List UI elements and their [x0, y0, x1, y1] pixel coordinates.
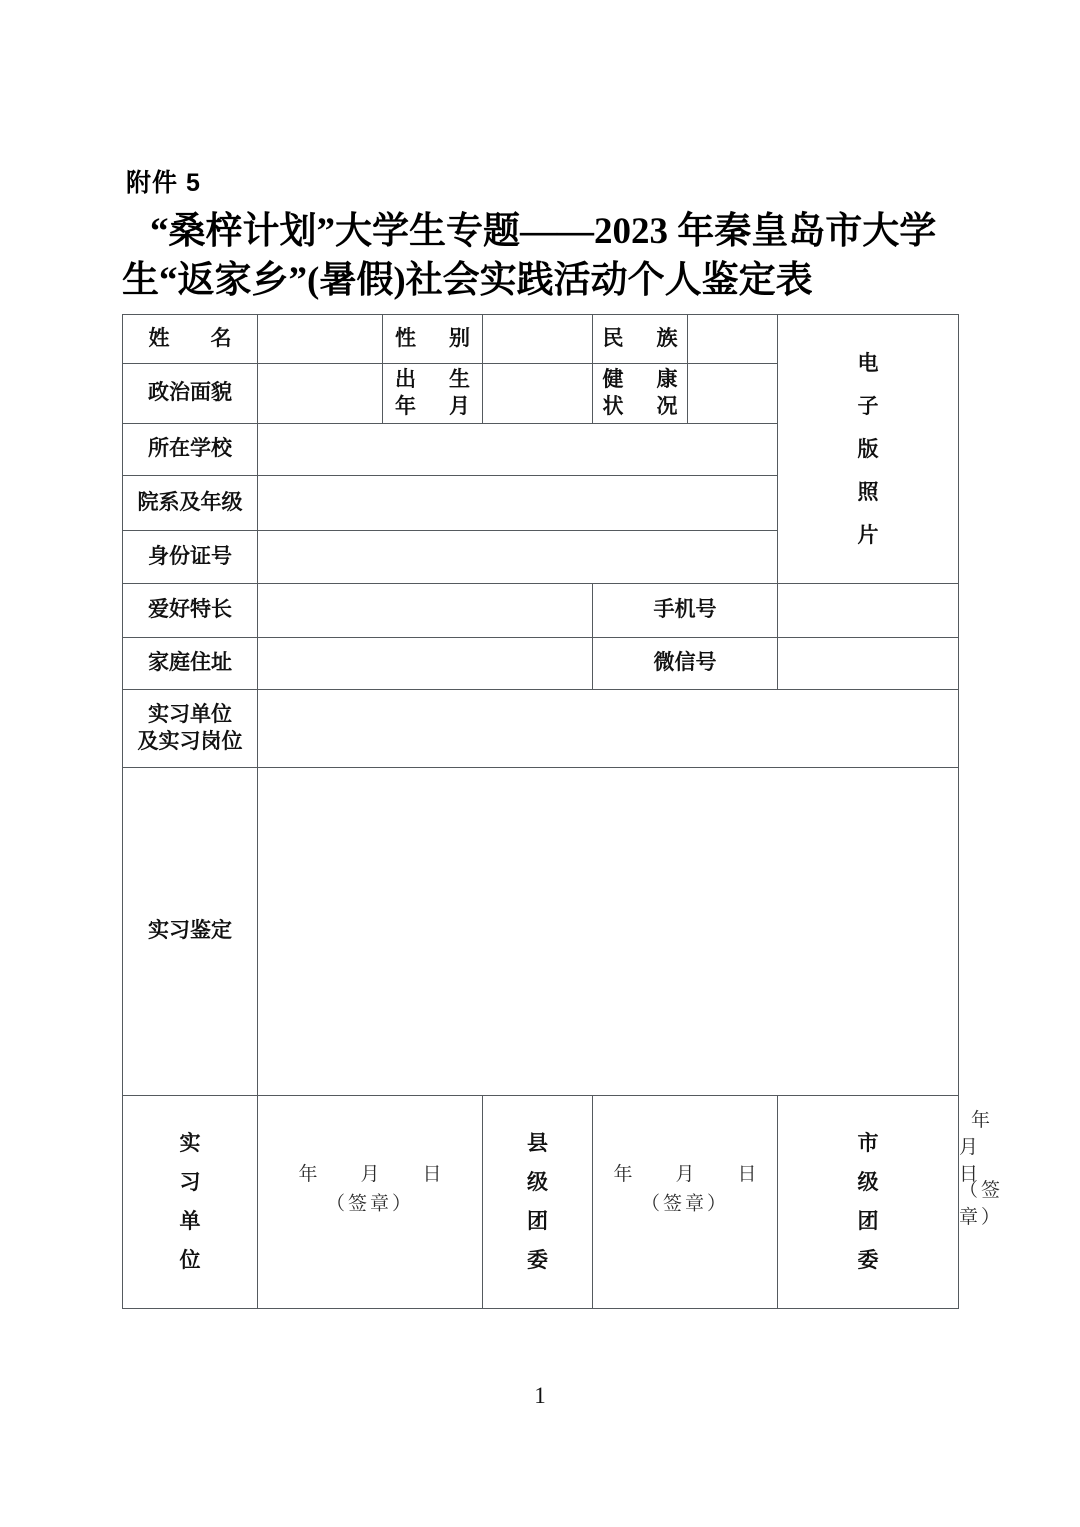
personal-evaluation-form	[122, 314, 1034, 1309]
label-cell-birth	[383, 364, 483, 424]
label-cell-city-league-signature	[778, 1096, 959, 1309]
label-internship-unit-line2: 及实习岗位	[137, 729, 243, 753]
label-char: 市	[857, 1132, 879, 1155]
input-cell-ethnicity[interactable]	[688, 315, 778, 364]
date-placeholder-county-league: 年 月 日	[613, 1164, 769, 1185]
label-cell-department	[123, 476, 258, 531]
label-char: 级	[857, 1171, 879, 1194]
label-cell-ethnicity	[593, 315, 688, 364]
attachment-label: 附件 5	[126, 169, 201, 197]
input-cell-name[interactable]	[258, 315, 383, 364]
label-phone: 手机号	[653, 598, 717, 622]
label-char: 团	[857, 1210, 879, 1233]
label-political-status: 政治面貌	[148, 381, 232, 405]
photo-label-char: 版	[857, 437, 879, 461]
label-cell-hobby	[123, 584, 258, 638]
table-row	[123, 315, 959, 364]
label-cell-political	[123, 364, 258, 424]
label-birth-line2: 年 月	[395, 394, 476, 418]
label-cell-internship-unit-post	[123, 690, 258, 768]
stamp-placeholder-county-league: （签章）	[640, 1193, 729, 1215]
label-char: 团	[527, 1210, 548, 1233]
label-char: 委	[857, 1249, 879, 1272]
input-cell-evaluation[interactable]	[258, 768, 959, 1096]
label-char: 级	[527, 1171, 548, 1194]
input-cell-health[interactable]	[688, 364, 778, 424]
label-gender: 性 别	[395, 326, 476, 350]
label-wechat: 微信号	[653, 651, 717, 675]
label-name: 姓 名	[148, 326, 242, 350]
input-cell-address[interactable]	[258, 638, 593, 690]
label-id-number: 身份证号	[148, 544, 232, 568]
input-cell-political[interactable]	[258, 364, 383, 424]
label-cell-evaluation	[123, 768, 258, 1096]
label-char: 实	[179, 1132, 201, 1155]
photo-label-char: 照	[857, 480, 879, 504]
input-cell-school[interactable]	[258, 424, 778, 476]
input-cell-internship-unit-post[interactable]	[258, 690, 959, 768]
label-department-grade: 院系及年级	[137, 490, 243, 514]
label-char: 单	[179, 1210, 201, 1233]
label-cell-county-league-signature	[483, 1096, 593, 1309]
label-school: 所在学校	[148, 437, 232, 461]
label-char: 县	[527, 1132, 548, 1155]
label-internship-unit-line1: 实习单位	[148, 703, 232, 727]
label-birth-line1: 出 生	[395, 368, 476, 392]
photo-label-char: 子	[857, 394, 879, 418]
label-char: 委	[527, 1249, 548, 1272]
page-title: “桑梓计划”大学生专题——2023 年秦皇岛市大学生“返家乡”(暑假)社会实践活动个人鉴定表	[122, 211, 937, 301]
label-cell-name	[123, 315, 258, 364]
label-internship-evaluation: 实习鉴定	[148, 919, 232, 943]
label-home-address: 家庭住址	[148, 651, 232, 675]
page-number: 1	[534, 1383, 546, 1408]
input-cell-hobby[interactable]	[258, 584, 593, 638]
table-row	[123, 690, 959, 768]
label-cell-phone	[593, 584, 778, 638]
label-cell-wechat	[593, 638, 778, 690]
label-cell-internship-unit-signature	[123, 1096, 258, 1309]
label-hobby: 爱好特长	[148, 598, 232, 622]
photo-label-char: 片	[857, 523, 879, 547]
photo-placeholder-cell[interactable]	[778, 315, 959, 584]
table-row	[123, 584, 959, 638]
input-cell-wechat[interactable]	[778, 638, 959, 690]
signature-area-county-league[interactable]	[593, 1096, 778, 1309]
label-health-line1: 健 康	[602, 368, 684, 392]
label-cell-id-number	[123, 531, 258, 584]
table-row	[123, 768, 959, 1096]
photo-label-char: 电	[857, 351, 879, 375]
label-char: 习	[179, 1171, 201, 1194]
input-cell-department[interactable]	[258, 476, 778, 531]
date-placeholder-internship-unit: 年 月 日	[298, 1164, 454, 1185]
input-cell-id-number[interactable]	[258, 531, 778, 584]
table-row	[123, 638, 959, 690]
label-cell-school	[123, 424, 258, 476]
input-cell-phone[interactable]	[778, 584, 959, 638]
input-cell-gender[interactable]	[483, 315, 593, 364]
label-ethnicity: 民 族	[602, 326, 684, 350]
label-char: 位	[179, 1249, 201, 1272]
label-cell-address	[123, 638, 258, 690]
stamp-placeholder-internship-unit: （签章）	[325, 1193, 414, 1215]
input-cell-birth[interactable]	[483, 364, 593, 424]
label-cell-health	[593, 364, 688, 424]
label-cell-gender	[383, 315, 483, 364]
label-health-line2: 状 况	[602, 394, 684, 418]
signature-area-internship-unit[interactable]	[258, 1096, 483, 1309]
table-row-signatures: 实 习 单 位 （签章） 年 月 日 县 级 团 委 （签章） 年 月 日 市 级 团 委 （签章） 年 月 日	[123, 1096, 959, 1309]
